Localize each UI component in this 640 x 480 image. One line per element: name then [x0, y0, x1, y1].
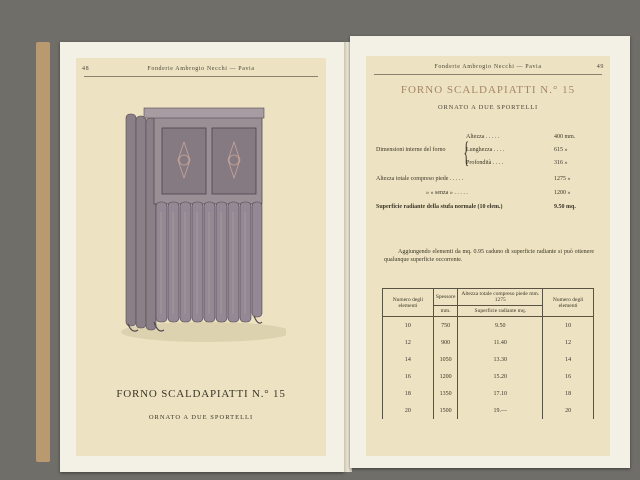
table-cell: 13.30	[458, 351, 543, 368]
supplement-paragraph: Aggiungendo elementi da mq. 0.95 caduno di superficie radiante si può ottenere qualunque superficie occorrente.	[384, 249, 594, 263]
th-superficie: Superficie radiante mq.	[458, 306, 543, 317]
left-page-number: 48	[82, 66, 90, 72]
table-row	[383, 385, 594, 402]
left-page	[60, 42, 344, 472]
table-cell: 1350	[433, 385, 458, 402]
spec-internal-label: Dimensioni interne del forno	[376, 147, 446, 153]
table-cell: 14	[383, 351, 434, 368]
open-catalog-book	[22, 18, 610, 458]
table-cell: 19.—	[458, 402, 543, 419]
table-cell: 11.40	[458, 334, 543, 351]
spec-tot-piede-label: Altezza totale compreso piede . . . . .	[376, 176, 464, 182]
spec-brace: {	[463, 136, 470, 169]
spec-senza-label: » » senza » . . . . .	[426, 190, 468, 196]
table-row	[383, 351, 594, 368]
capacity-table	[382, 288, 594, 419]
table-cell: 12	[543, 334, 594, 351]
th-spessore-unit: mm.	[433, 306, 458, 317]
right-running-title: Fonderie Ambrogio Necchi — Pavia	[434, 64, 542, 70]
spec-superficie-value: 9.50 mq.	[554, 204, 576, 210]
table-cell: 1050	[433, 351, 458, 368]
table-cell: 18	[543, 385, 594, 402]
right-page	[350, 36, 630, 468]
table-cell: 17.10	[458, 385, 543, 402]
table-cell: 20	[383, 402, 434, 419]
table-cell: 10	[543, 317, 594, 335]
radiator-oven-illustration	[116, 102, 286, 342]
table-cell: 16	[543, 368, 594, 385]
table-cell: 14	[543, 351, 594, 368]
table-body	[383, 317, 594, 420]
table-cell: 900	[433, 334, 458, 351]
right-title: FORNO SCALDAPIATTI N.° 15	[400, 84, 576, 96]
table-cell: 12	[383, 334, 434, 351]
table-cell: 1500	[433, 402, 458, 419]
left-running-title: Fonderie Ambrogio Necchi — Pavia	[147, 66, 255, 72]
table-row	[383, 368, 594, 385]
table-row	[383, 402, 594, 419]
spec-altezza-value: 400 mm.	[554, 134, 576, 140]
book-cover-edge	[36, 42, 50, 462]
left-caption-title: FORNO SCALDAPIATTI N.° 15	[116, 388, 286, 400]
spec-tot-piede-value: 1275 »	[554, 176, 571, 182]
right-subtitle: ORNATO A DUE SPORTELLI	[438, 104, 538, 111]
left-header-rule	[84, 76, 318, 77]
th-elements: Numero degli elementi	[383, 289, 434, 317]
spec-altezza-label: Altezza . . . . .	[466, 134, 500, 140]
table-row	[383, 317, 594, 335]
spec-profondita-label: Profondità . . . .	[466, 160, 504, 166]
table-cell: 15.20	[458, 368, 543, 385]
table-cell: 16	[383, 368, 434, 385]
spec-lunghezza-value: 615 »	[554, 147, 568, 153]
right-plate	[366, 56, 610, 456]
table-cell: 9.50	[458, 317, 543, 335]
left-caption-subtitle: ORNATO A DUE SPORTELLI	[148, 414, 254, 421]
spec-senza-value: 1200 »	[554, 190, 571, 196]
table-cell: 18	[383, 385, 434, 402]
spec-lunghezza-label: Lunghezza . . . .	[466, 147, 505, 153]
th-spessore: Spessore	[433, 289, 458, 306]
table-cell: 1200	[433, 368, 458, 385]
spec-superficie-label: Superficie radiante della stufa normale (10 elem.)	[376, 204, 503, 210]
table-cell: 750	[433, 317, 458, 335]
spec-profondita-value: 316 »	[554, 160, 568, 166]
table-row	[383, 334, 594, 351]
table-header-row	[383, 289, 594, 306]
table-cell: 10	[383, 317, 434, 335]
right-page-number: 49	[596, 64, 604, 70]
right-header-rule	[374, 74, 602, 75]
left-plate	[76, 58, 326, 456]
th-elements-2: Numero degli elementi	[543, 289, 594, 317]
table-cell: 20	[543, 402, 594, 419]
th-altezza: Altezza totale compreso piede mm. 1275	[458, 289, 543, 306]
